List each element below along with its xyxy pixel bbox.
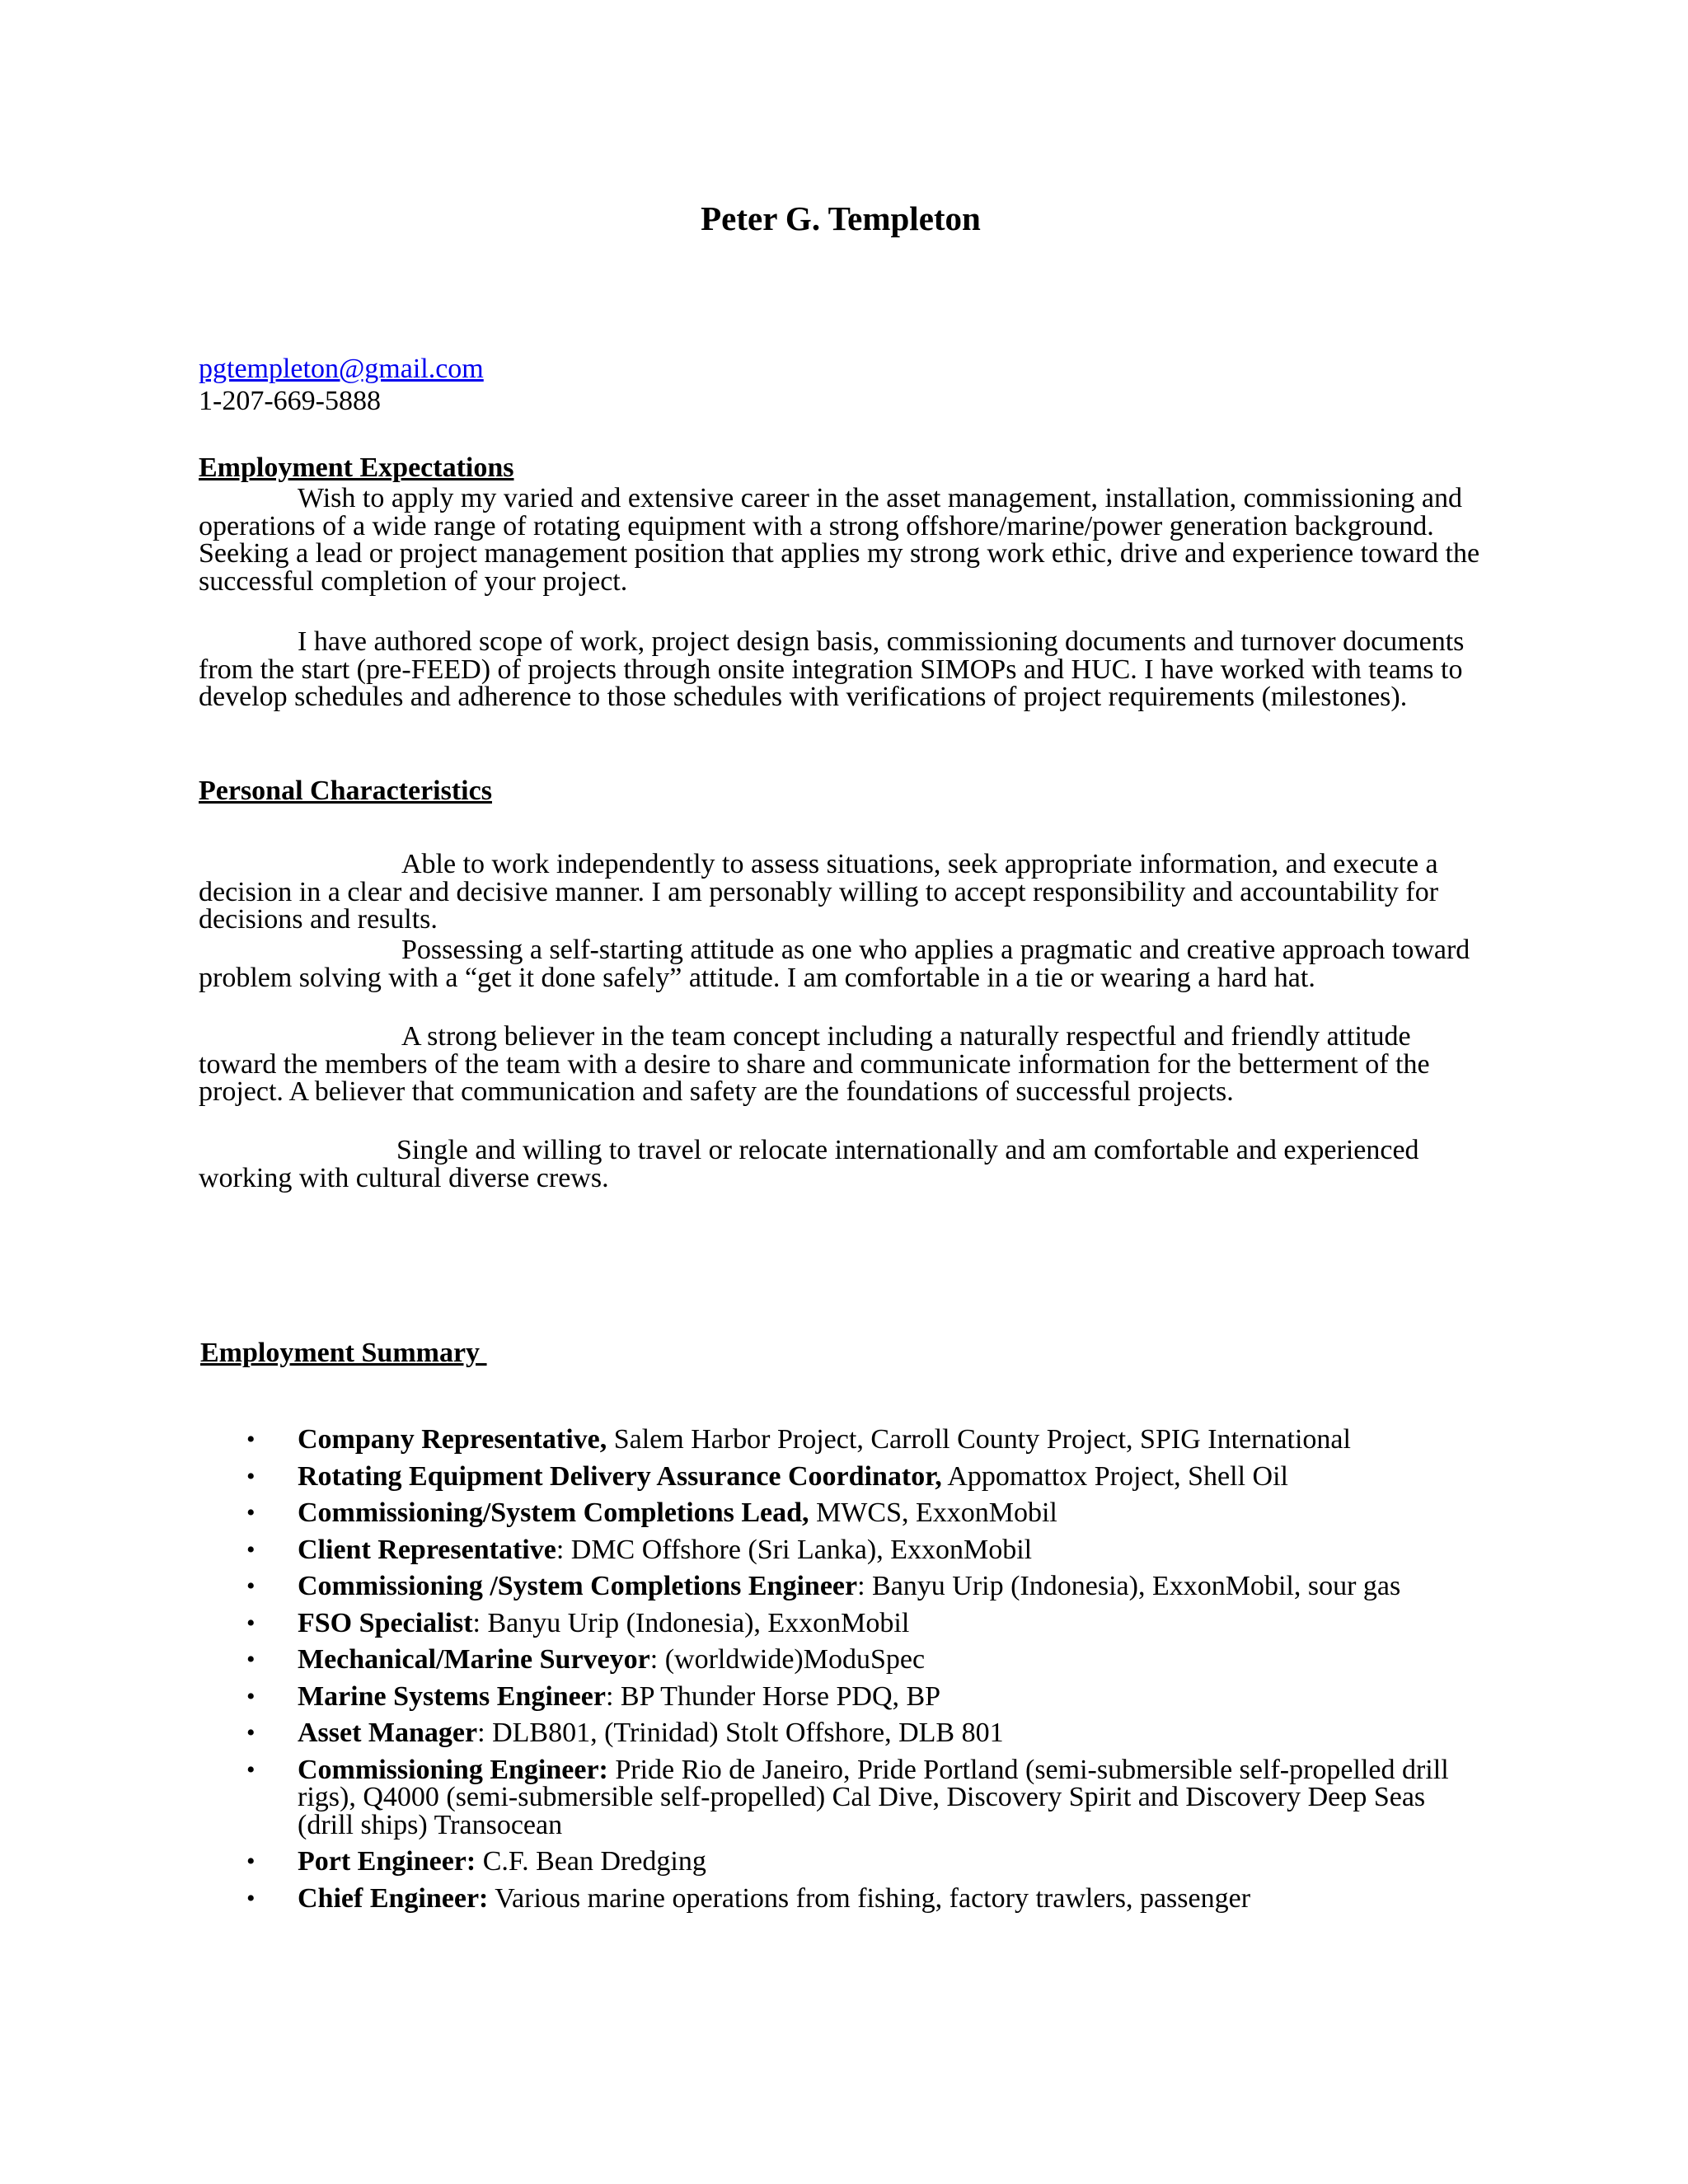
- summary-item: [199, 1536, 1484, 1564]
- bullet-icon: •: [246, 1884, 256, 1912]
- bullet-icon: •: [246, 1719, 256, 1746]
- bullet-icon: •: [246, 1682, 256, 1710]
- characteristics-paragraph-2: Possessing a self-starting attitude as one who applies a pragmatic and creative approach toward problem solving with a “get it done safely” attitude. I am comfortable in a tie or wearing a hard hat.: [199, 935, 1470, 993]
- expectations-paragraph-1: Wish to apply my varied and extensive career in the asset management, installation, commissioning and operations of a wide range of rotating equipment with a strong offshore/marine/power generation background. Seeking a lead or project management position that applies my strong work ethic, drive and experience toward the successful completion of your project.: [199, 483, 1480, 597]
- bullet-icon: •: [246, 1499, 256, 1526]
- summary-detail: : DLB801, (Trinidad) Stolt Offshore, DLB 801: [477, 1718, 1004, 1748]
- summary-role: Asset Manager: [298, 1718, 478, 1748]
- summary-role: FSO Specialist: [298, 1607, 473, 1638]
- summary-item: [199, 1719, 1484, 1747]
- bullet-icon: •: [246, 1426, 256, 1453]
- characteristics-paragraph-3: A strong believer in the team concept including a naturally respectful and friendly attitude toward the members of the team with a desire to share and communicate information for the betterment of the project. A believer that communication and safety are the foundations of successful projects.: [199, 1021, 1430, 1107]
- summary-item: [199, 1756, 1484, 1840]
- bullet-icon: •: [246, 1462, 256, 1490]
- summary-detail: Appomattox Project, Shell Oil: [941, 1460, 1288, 1492]
- bullet-icon: •: [246, 1848, 256, 1875]
- summary-role: Mechanical/Marine Surveyor: [298, 1644, 650, 1675]
- summary-item: [199, 1882, 1484, 1914]
- bullet-icon: •: [246, 1609, 256, 1637]
- summary-detail: : DMC Offshore (Sri Lanka), ExxonMobil: [556, 1534, 1033, 1565]
- summary-detail: Pride Rio de Janeiro, Pride Portland (semi-submersible self-propelled drill rigs), Q4000 (semi-submersible self-propelled) Cal Dive, Discovery Spirit and Discovery Deep Seas (drill ships) Transocean: [298, 1754, 1449, 1840]
- summary-role: Commissioning /System Completions Engineer: [298, 1571, 858, 1601]
- summary-item: [199, 1460, 1484, 1492]
- summary-role: Commissioning/System Completions Lead,: [298, 1497, 809, 1528]
- summary-item: [199, 1607, 1484, 1638]
- heading-employment-summary: Employment Summary: [200, 1338, 487, 1368]
- bullet-icon: •: [246, 1572, 256, 1600]
- summary-detail: Salem Harbor Project, Carroll County Project, SPIG International: [607, 1424, 1351, 1455]
- phone-number: 1-207-669-5888: [199, 386, 381, 416]
- characteristics-paragraph-4: Single and willing to travel or relocate internationally and am comfortable and experienced working with cultural diverse crews.: [199, 1135, 1419, 1193]
- characteristics-paragraph-1: Able to work independently to assess situations, seek appropriate information, and execute a decision in a clear and decisive manner. I am personably willing to accept responsibility and accountability for decisions and results.: [199, 849, 1439, 935]
- summary-item: [199, 1646, 1484, 1674]
- summary-role: Rotating Equipment Delivery Assurance Coordinator,: [298, 1460, 942, 1492]
- heading-personal-characteristics: Personal Characteristics: [199, 776, 492, 806]
- email-link[interactable]: pgtempleton@gmail.com: [199, 354, 484, 384]
- heading-employment-expectations: Employment Expectations: [199, 452, 514, 483]
- summary-detail: C.F. Bean Dredging: [476, 1846, 706, 1877]
- summary-detail: : (worldwide)ModuSpec: [649, 1644, 926, 1675]
- summary-role: Marine Systems Engineer: [298, 1680, 606, 1712]
- summary-item: [199, 1572, 1484, 1601]
- summary-item: [199, 1680, 1484, 1712]
- summary-detail: : Banyu Urip (Indonesia), ExxonMobil, sour gas: [857, 1571, 1401, 1601]
- summary-detail: Various marine operations from fishing, factory trawlers, passenger: [488, 1882, 1251, 1914]
- summary-detail: : BP Thunder Horse PDQ, BP: [605, 1680, 941, 1712]
- summary-detail: : Banyu Urip (Indonesia), ExxonMobil: [472, 1607, 910, 1638]
- employment-summary-list: [199, 1426, 1484, 1921]
- expectations-paragraph-2: I have authored scope of work, project design basis, commissioning documents and turnover documents from the start (pre-FEED) of projects through onsite integration SIMOPs and HUC. I have worked with teams to develop schedules and adherence to those schedules with verifications of project requirements (milestones).: [199, 626, 1465, 712]
- summary-role: Commissioning Engineer:: [298, 1754, 608, 1785]
- summary-role: Client Representative: [298, 1534, 556, 1565]
- summary-role: Company Representative,: [298, 1424, 607, 1455]
- summary-item: [199, 1426, 1484, 1454]
- bullet-icon: •: [246, 1755, 256, 1783]
- bullet-icon: •: [246, 1646, 256, 1673]
- contact-block: [199, 353, 484, 417]
- summary-item: [199, 1848, 1484, 1876]
- bullet-icon: •: [246, 1535, 256, 1563]
- summary-role: Port Engineer:: [298, 1846, 476, 1877]
- summary-role: Chief Engineer:: [298, 1882, 489, 1914]
- resume-name: Peter G. Templeton: [701, 199, 981, 237]
- summary-item: [199, 1499, 1484, 1527]
- summary-detail: MWCS, ExxonMobil: [809, 1497, 1057, 1528]
